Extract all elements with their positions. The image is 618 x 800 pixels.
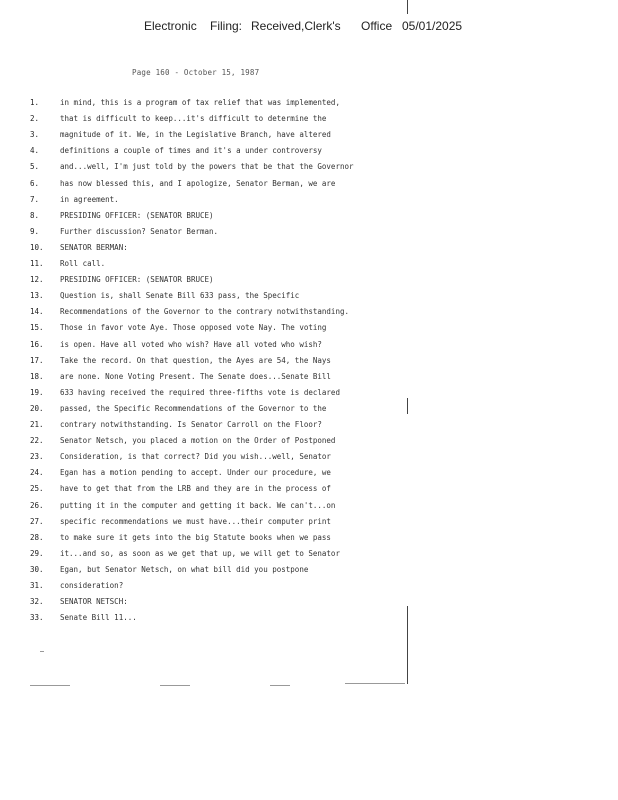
line-number: 22. xyxy=(30,436,44,445)
transcript-line: consideration? xyxy=(60,581,124,590)
transcript-line: Egan has a motion pending to accept. Under our procedure, we xyxy=(60,468,331,477)
transcript-line: Egan, but Senator Netsch, on what bill did you postpone xyxy=(60,565,309,574)
line-number: 26. xyxy=(30,501,44,510)
line-number: 25. xyxy=(30,484,44,493)
scan-artifact xyxy=(160,685,190,686)
line-number: 31. xyxy=(30,581,44,590)
scan-artifact xyxy=(345,683,405,684)
line-number: 28. xyxy=(30,533,44,542)
line-number: 3. xyxy=(30,130,40,139)
transcript-line: in agreement. xyxy=(60,195,119,204)
line-number: 6. xyxy=(30,179,40,188)
line-number: 14. xyxy=(30,307,44,316)
stamp-label-received: Received,Clerk's xyxy=(251,19,341,33)
line-number: 1. xyxy=(30,98,40,107)
line-number: 19. xyxy=(30,388,44,397)
margin-rule-top xyxy=(407,0,408,14)
transcript-line: passed, the Specific Recommendations of the Governor to the xyxy=(60,404,327,413)
scan-artifact xyxy=(270,685,290,686)
transcript-line: have to get that from the LRB and they are in the process of xyxy=(60,484,331,493)
line-number: 2. xyxy=(30,114,40,123)
margin-rule-bottom xyxy=(407,606,408,684)
line-number: 27. xyxy=(30,517,44,526)
line-number: 17. xyxy=(30,356,44,365)
line-number: 7. xyxy=(30,195,40,204)
transcript-line: Consideration, is that correct? Did you wish...well, Senator xyxy=(60,452,331,461)
transcript-line: definitions a couple of times and it's a under controversy xyxy=(60,146,322,155)
line-number: 23. xyxy=(30,452,44,461)
scan-artifact xyxy=(40,651,44,652)
stamp-label-office: Office xyxy=(361,19,393,33)
transcript-line: magnitude of it. We, in the Legislative Branch, have altered xyxy=(60,130,331,139)
line-number: 30. xyxy=(30,565,44,574)
line-number: 9. xyxy=(30,227,40,236)
line-number: 24. xyxy=(30,468,44,477)
stamp-label-filing: Filing: xyxy=(210,19,243,33)
line-number: 13. xyxy=(30,291,44,300)
transcript-line: Senate Bill 11... xyxy=(60,613,137,622)
line-number: 8. xyxy=(30,211,40,220)
line-number: 18. xyxy=(30,372,44,381)
line-number: 10. xyxy=(30,243,44,252)
transcript-line: and...well, I'm just told by the powers that be that the Governor xyxy=(60,162,354,171)
line-number: 16. xyxy=(30,340,44,349)
stamp-date: 05/01/2025 xyxy=(402,19,463,33)
transcript-line: Question is, shall Senate Bill 633 pass, the Specific xyxy=(60,291,300,300)
line-number: 20. xyxy=(30,404,44,413)
transcript-line: that is difficult to keep...it's difficult to determine the xyxy=(60,114,327,123)
line-number: 5. xyxy=(30,162,40,171)
scan-artifact xyxy=(30,685,70,686)
line-number: 32. xyxy=(30,597,44,606)
transcript-line: specific recommendations we must have...their computer print xyxy=(60,517,331,526)
transcript-line: SENATOR NETSCH: xyxy=(60,597,128,606)
transcript-line: to make sure it gets into the big Statute books when we pass xyxy=(60,533,331,542)
transcript-line: Those in favor vote Aye. Those opposed vote Nay. The voting xyxy=(60,323,327,332)
transcript-line: PRESIDING OFFICER: (SENATOR BRUCE) xyxy=(60,275,214,284)
transcript-line: Further discussion? Senator Berman. xyxy=(60,227,219,236)
transcript-line: are none. None Voting Present. The Senate does...Senate Bill xyxy=(60,372,331,381)
transcript-line: contrary notwithstanding. Is Senator Carroll on the Floor? xyxy=(60,420,322,429)
transcript-line: 633 having received the required three-fifths vote is declared xyxy=(60,388,340,397)
transcript-line: SENATOR BERMAN: xyxy=(60,243,128,252)
transcript-line: has now blessed this, and I apologize, Senator Berman, we are xyxy=(60,179,336,188)
transcript-line: PRESIDING OFFICER: (SENATOR BRUCE) xyxy=(60,211,214,220)
line-number: 21. xyxy=(30,420,44,429)
stamp-label-electronic: Electronic xyxy=(144,19,197,33)
transcript-line: Take the record. On that question, the Ayes are 54, the Nays xyxy=(60,356,331,365)
page-header: Page 160 - October 15, 1987 xyxy=(132,68,260,77)
line-number: 4. xyxy=(30,146,40,155)
line-number: 12. xyxy=(30,275,44,284)
transcript-line: Senator Netsch, you placed a motion on the Order of Postponed xyxy=(60,436,336,445)
transcript-line: it...and so, as soon as we get that up, we will get to Senator xyxy=(60,549,340,558)
line-number: 11. xyxy=(30,259,44,268)
transcript-line: putting it in the computer and getting it back. We can't...on xyxy=(60,501,336,510)
transcript-line: is open. Have all voted who wish? Have all voted who wish? xyxy=(60,340,322,349)
line-number: 29. xyxy=(30,549,44,558)
line-number: 15. xyxy=(30,323,44,332)
transcript-line: Recommendations of the Governor to the contrary notwithstanding. xyxy=(60,307,349,316)
transcript-line: Roll call. xyxy=(60,259,106,268)
transcript-line: in mind, this is a program of tax relief that was implemented, xyxy=(60,98,340,107)
line-number: 33. xyxy=(30,613,44,622)
margin-rule-mid xyxy=(407,398,408,414)
